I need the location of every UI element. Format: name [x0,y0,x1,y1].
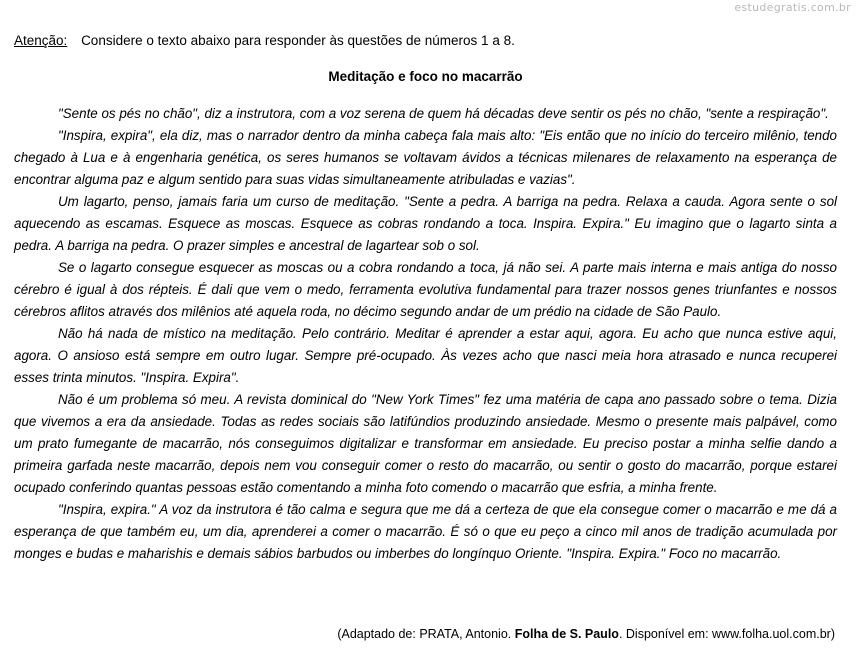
article-paragraph: "Sente os pés no chão", diz a instrutora, com a voz serena de quem há décadas deve sentir os pés no chão, "sente a respiração". [58,106,829,121]
site-watermark: estudegratis.com.br [734,1,851,14]
source-citation [337,626,835,642]
article-paragraph: "Inspira, expira." A voz da instrutora é tão calma e segura que me dá a certeza de que ela consegue comer o macarrão e me dá a esperança de que também eu, um dia, aprenderei a comer o macarrão. É só o que eu peço a cinco mil anos de tradição acumulada por monges e budas e maharishis e demais sábios barbudos ou imberbes do longínquo Oriente. "Inspira. Expira." Foco no macarrão. [14,502,837,561]
source-prefix: (Adaptado de: PRATA, Antonio. [337,627,515,641]
article-title: Meditação e foco no macarrão [328,69,523,84]
article-paragraph: Se o lagarto consegue esquecer as moscas ou a cobra rondando a toca, já não sei. A parte mais interna e mais antiga do nosso cérebro é igual à dos répteis. É dali que vem o medo, ferramenta evolutiva fundamental para trazer nossos genes triunfantes e nossos cérebros aflitos através dos milênios até aquela roda, no décimo segundo andar de um prédio na cidade de São Paulo. [14,260,837,319]
article-paragraph: Não é um problema só meu. A revista dominical do "New York Times" fez uma matéria de capa ano passado sobre o tema. Dizia que vivemos a era da ansiedade. Todas as redes sociais são latifúndios produzindo ansiedade. Mesmo o presente mais palpável, como um prato fumegante de macarrão, nós conseguimos digitalizar e transformar em ansiedade. Eu preciso postar a minha selfie dando a primeira garfada neste macarrão, depois nem vou conseguir comer o resto do macarrão, ou sentir o gosto do macarrão, porque estarei ocupado conferindo quantas pessoas estão comentando a minha foto comendo o macarrão que esfria, a minha frente. [14,392,837,495]
article-paragraph: Não há nada de místico na meditação. Pelo contrário. Meditar é aprender a estar aqui, agora. Eu acho que nunca estive aqui, agora. O ansioso está sempre em outro lugar. Sempre pré-ocupado. Às vezes acho que nasci meia hora atrasado e nunca recuperei esses trinta minutos. "Inspira. Expira". [14,326,837,385]
source-publication: Folha de S. Paulo [514,627,619,641]
attention-text: Considere o texto abaixo para responder às questões de números 1 a 8. [81,33,515,48]
article-paragraph: "Inspira, expira", ela diz, mas o narrador dentro da minha cabeça fala mais alto: "Eis então que no início do terceiro milênio, tendo chegado à Lua e à engenharia genética, os seres humanos se voltavam ávidos a técnicas milenares de relaxamento na esperança de encontrar alguma paz e algum sentido para suas vidas simultaneamente atribuladas e vazias". [14,128,837,187]
article-body [14,103,837,565]
article-paragraph: Um lagarto, penso, jamais faria um curso de meditação. "Sente a pedra. A barriga na pedra. Relaxa a cauda. Agora sente o sol aquecendo as escamas. Esquece as moscas. Esquece as cobras rondando a toca. Inspira. Expira." Eu imagino que o lagarto sinta a pedra. A barriga na pedra. O prazer simples e ancestral de lagartear sob o sol. [14,194,837,253]
attention-note [14,33,515,49]
source-suffix: . Disponível em: www.folha.uol.com.br) [618,627,835,641]
attention-label: Atenção: [14,33,68,48]
